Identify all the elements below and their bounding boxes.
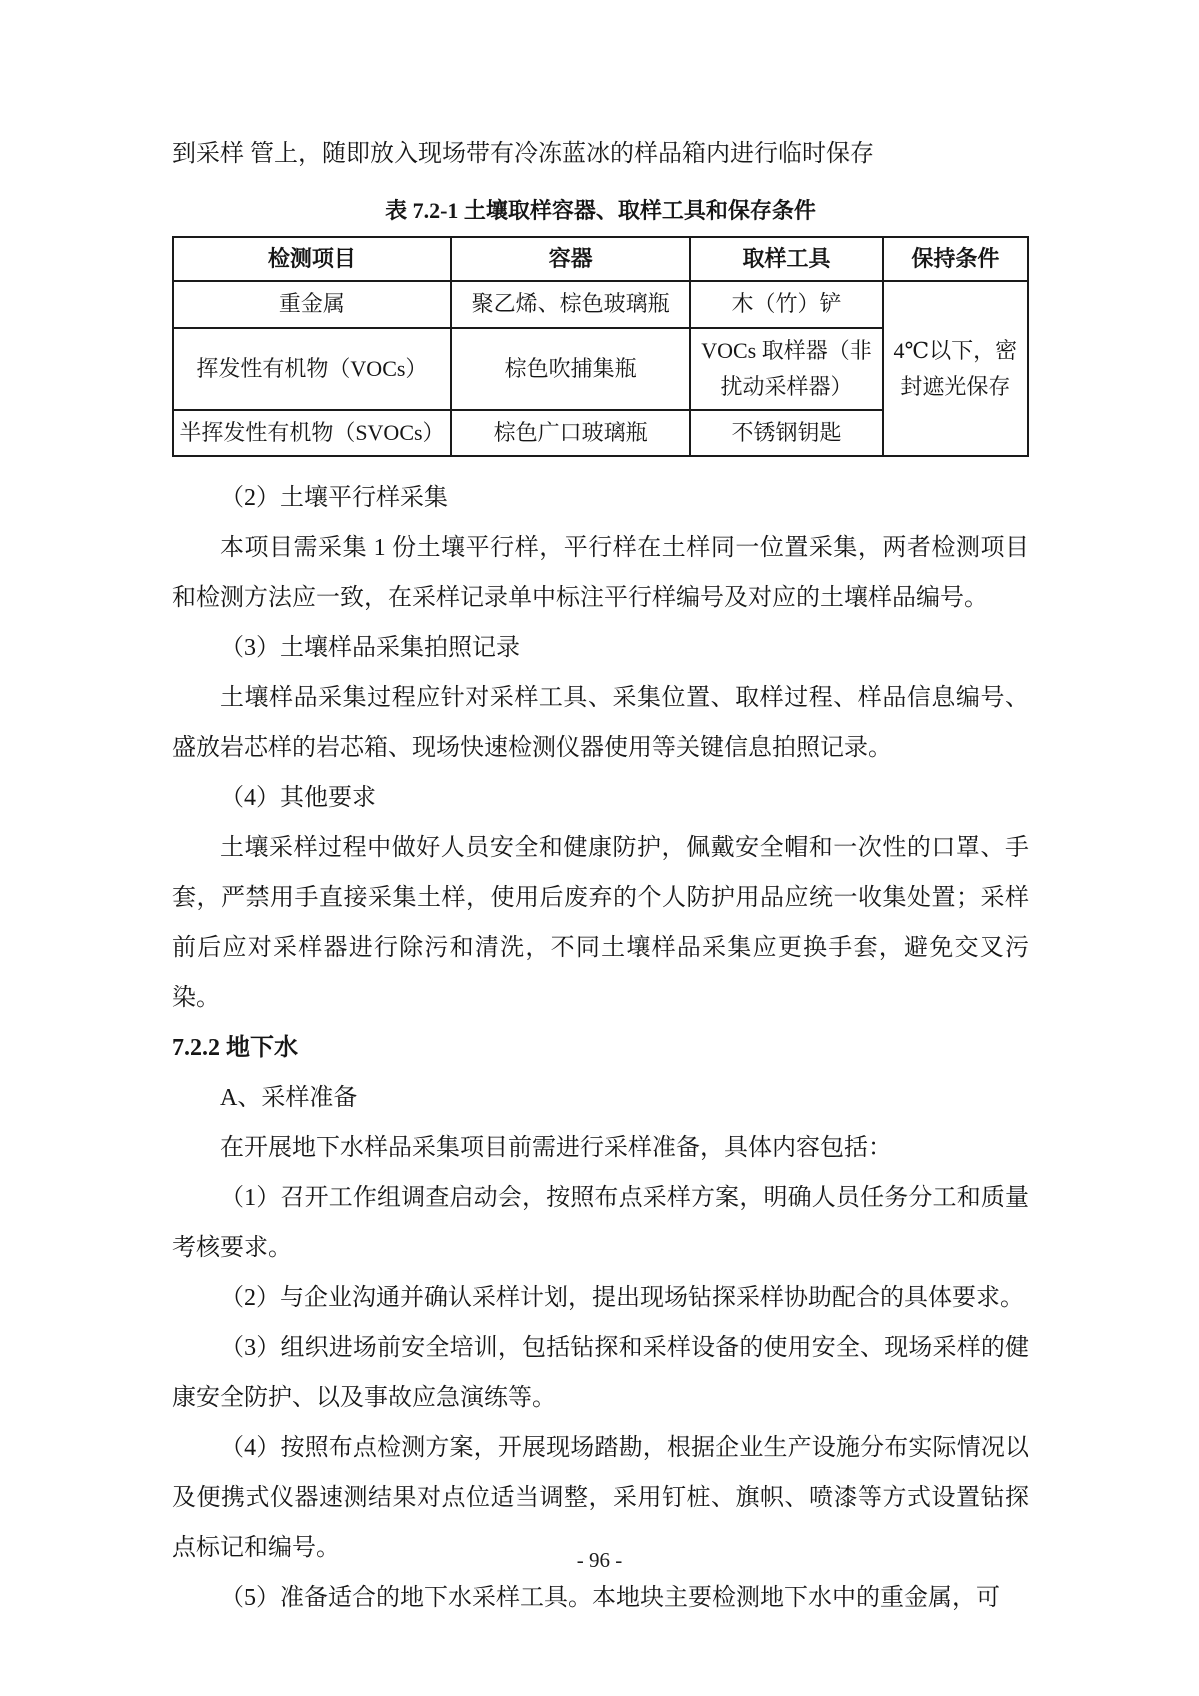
cell-test-item: 半挥发性有机物（SVOCs） [173, 410, 451, 456]
body-paragraph: （2）与企业沟通并确认采样计划，提出现场钻探采样协助配合的具体要求。 [220, 1285, 1024, 1312]
document-body [172, 473, 1029, 1623]
cell-preservation-condition: 4℃以下，密封遮光保存 [883, 281, 1028, 456]
body-paragraph: 土壤样品采集过程应针对采样工具、采集位置、取样过程、样品信息编号、盛放岩芯样的岩芯箱、现场快速检测仪器使用等关键信息拍照记录。 [172, 685, 1029, 762]
body-paragraph: （2）土壤平行样采集 [220, 485, 448, 512]
body-paragraph: （4）按照布点检测方案，开展现场踏勘，根据企业生产设施分布实际情况以及便携式仪器速测结果对点位适当调整，采用钉桩、旗帜、喷漆等方式设置钻探点标记和编号。 [172, 1435, 1029, 1562]
body-paragraph: 在开展地下水样品采集项目前需进行采样准备，具体内容包括： [220, 1135, 892, 1162]
cell-container: 棕色吹捕集瓶 [451, 328, 690, 411]
header-cell-container: 容器 [451, 237, 690, 281]
soil-sampling-table [172, 236, 1029, 457]
body-paragraph: 土壤采样过程中做好人员安全和健康防护，佩戴安全帽和一次性的口罩、手套，严禁用手直接采集土样，使用后废弃的个人防护用品应统一收集处置；采样前后应对采样器进行除污和清洗，不同土壤样品采集应更换手套，避免交叉污染。 [172, 835, 1029, 1012]
body-paragraph: （5）准备适合的地下水采样工具。本地块主要检测地下水中的重金属，可 [220, 1585, 1000, 1612]
cell-sampling-tool: VOCs 取样器（非扰动采样器） [690, 328, 882, 411]
cell-test-item: 挥发性有机物（VOCs） [173, 328, 451, 411]
header-cell-test-item: 检测项目 [173, 237, 451, 281]
section-heading-groundwater: 7.2.2 地下水 [172, 1035, 298, 1062]
cell-test-item: 重金属 [173, 281, 451, 327]
table-title: 表 7.2-1 土壤取样容器、取样工具和保存条件 [385, 198, 816, 223]
body-paragraph: （1）召开工作组调查启动会，按照布点采样方案，明确人员任务分工和质量考核要求。 [172, 1185, 1029, 1262]
body-paragraph: （4）其他要求 [220, 785, 376, 812]
header-cell-preservation: 保持条件 [883, 237, 1028, 281]
body-paragraph: （3）组织进场前安全培训，包括钻探和采样设备的使用安全、现场采样的健康安全防护、以及事故应急演练等。 [172, 1335, 1029, 1412]
table-row [173, 281, 1028, 327]
table-header-row [173, 237, 1028, 281]
intro-paragraph: 到采样 管上，随即放入现场带有冷冻蓝冰的样品箱内进行临时保存 [172, 141, 874, 167]
body-paragraph: A、采样准备 [220, 1085, 358, 1112]
header-cell-sampling-tool: 取样工具 [690, 237, 882, 281]
page-number: - 96 - [576, 1548, 623, 1572]
cell-sampling-tool: 不锈钢钥匙 [690, 410, 882, 456]
body-paragraph: 本项目需采集 1 份土壤平行样，平行样在土样同一位置采集，两者检测项目和检测方法应一致，在采样记录单中标注平行样编号及对应的土壤样品编号。 [172, 535, 1029, 612]
body-paragraph: （3）土壤样品采集拍照记录 [220, 635, 520, 662]
cell-sampling-tool: 木（竹）铲 [690, 281, 882, 327]
cell-container: 聚乙烯、棕色玻璃瓶 [451, 281, 690, 327]
cell-container: 棕色广口玻璃瓶 [451, 410, 690, 456]
